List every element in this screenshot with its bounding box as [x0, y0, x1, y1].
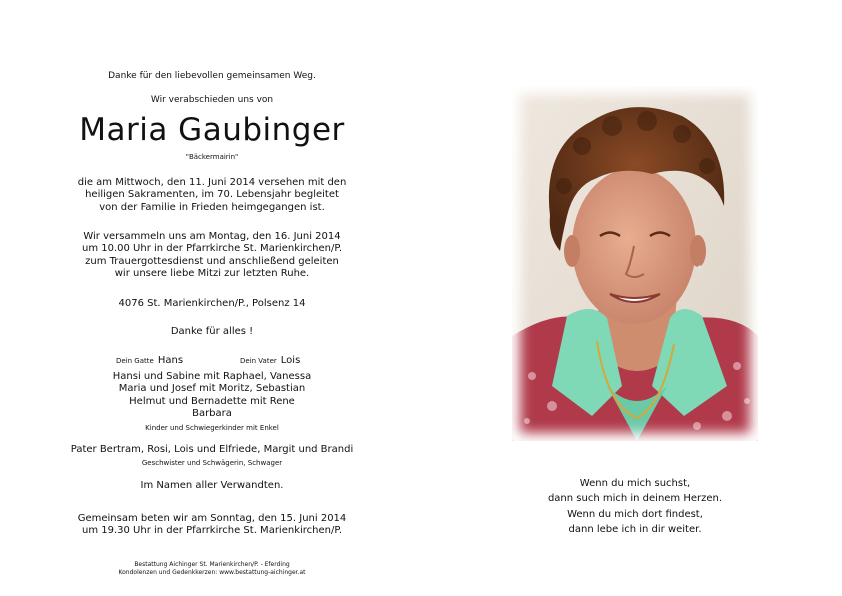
poem-line: dann lebe ich in dir weiter.	[568, 523, 702, 535]
siblings-caption: Geschwister und Schwägerin, Schwager	[141, 459, 283, 467]
father-label: Dein Vater	[240, 357, 277, 365]
portrait-photo	[512, 86, 758, 441]
relatives: Im Namen aller Verwandten.	[140, 480, 284, 491]
intro-line-1: Danke für den liebevollen gemeinsamen Weg.	[108, 71, 316, 81]
father-name: Lois	[280, 355, 301, 366]
ear-right	[690, 235, 706, 267]
spouse-label: Dein Gatte	[116, 357, 154, 365]
ear-left	[564, 235, 580, 267]
funeral-line: Wir versammeln uns am Montag, den 16. Juni 2014	[83, 231, 341, 242]
footer-line-2: Kondolenzen und Gedenkkerzen: www.bestattung-aichinger.at	[118, 569, 306, 576]
children-list	[62, 371, 362, 420]
prayer-line: um 19.30 Uhr in der Pfarrkirche St. Marienkirchen/P.	[81, 525, 343, 537]
poem-line: dann such mich in deinem Herzen.	[547, 493, 723, 505]
address: 4076 St. Marienkirchen/P., Polsenz 14	[118, 298, 306, 309]
poem-line: Wenn du mich dort findest,	[567, 508, 703, 520]
thanks: Danke für alles !	[170, 326, 254, 337]
intro-line-2: Wir verabschieden uns von	[150, 95, 274, 105]
spouse-entry	[116, 348, 183, 367]
spouse-name: Hans	[157, 355, 184, 366]
funeral-line: zum Trauergottesdienst und anschließend geleiten	[85, 255, 339, 267]
children-line: Barbara	[192, 407, 232, 419]
death-notice-line: die am Mittwoch, den 11. Juni 2014 versehen mit den	[77, 177, 347, 188]
children-line: Hansi und Sabine mit Raphael, Vanessa	[112, 371, 312, 382]
funeral-notice	[62, 231, 362, 280]
children-line: Maria und Josef mit Moritz, Sebastian	[118, 383, 306, 395]
earring	[698, 266, 703, 271]
death-notice-line: von der Familie in Frieden heimgegangen ist.	[99, 201, 325, 213]
deceased-name: Maria Gaubinger	[79, 112, 345, 148]
poem-line: Wenn du mich suchst,	[579, 478, 691, 489]
siblings: Pater Bertram, Rosi, Lois und Elfriede, Margit und Brandi	[70, 444, 354, 455]
death-notice	[62, 177, 362, 214]
prayer-line: Gemeinsam beten wir am Sonntag, den 15. Juni 2014	[77, 513, 347, 524]
death-notice-line: heiligen Sakramenten, im 70. Lebensjahr begleitet	[85, 189, 339, 201]
deceased-nickname: "Bäckermairin"	[185, 153, 239, 161]
father-entry	[240, 348, 300, 367]
footer-line-1: Bestattung Aichinger St. Marienkirchen/P. - Eferding	[134, 561, 290, 568]
prayer-notice	[62, 513, 362, 538]
funeral-line: um 10.00 Uhr in der Pfarrkirche St. Marienkirchen/P.	[81, 243, 343, 255]
portrait-illustration	[512, 86, 758, 441]
funeral-line: wir unsere liebe Mitzi zur letzten Ruhe.	[114, 267, 310, 279]
children-line: Helmut und Bernadette mit Rene	[129, 395, 295, 407]
memorial-poem	[512, 476, 758, 537]
children-caption: Kinder und Schwiegerkinder mit Enkel	[145, 424, 279, 432]
